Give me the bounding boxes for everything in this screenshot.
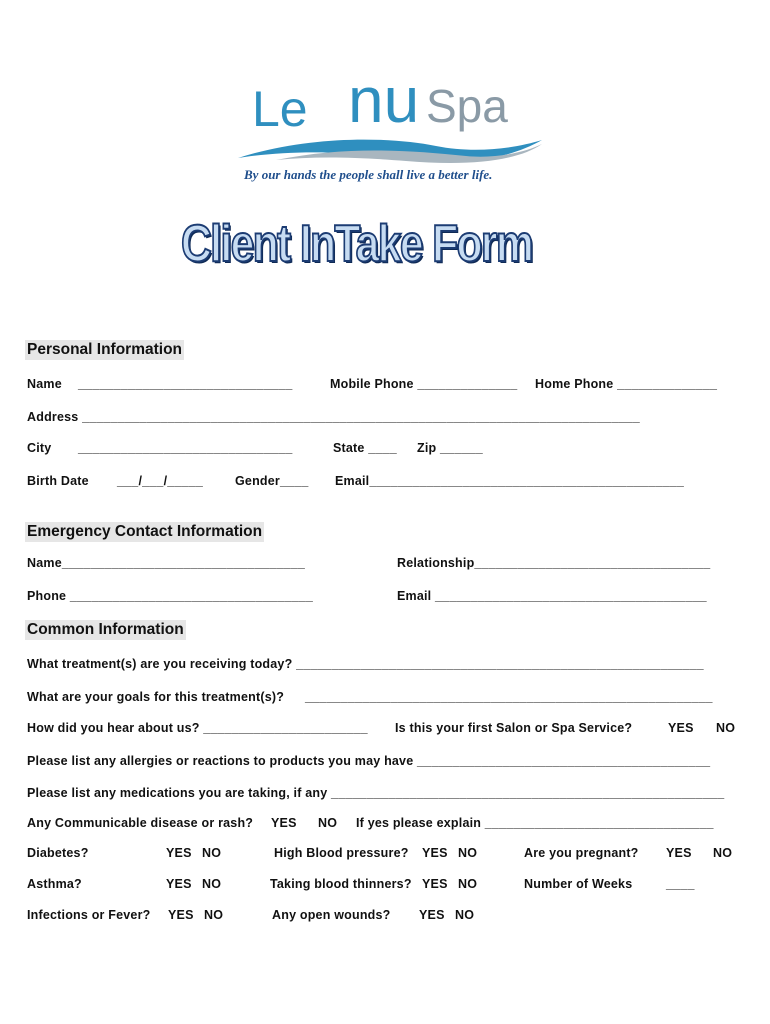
- infections-no[interactable]: NO: [204, 908, 224, 922]
- emergency-name-field[interactable]: Name__________________________________: [27, 556, 306, 570]
- section-common-heading: Common Information: [27, 621, 184, 638]
- birth-date-field[interactable]: ___/___/_____: [117, 474, 204, 488]
- zip-field[interactable]: Zip ______: [417, 441, 483, 455]
- goals-label: What are your goals for this treatment(s)?: [27, 690, 285, 704]
- medications-field[interactable]: Please list any medications you are taking, if any _______________________________________________________: [27, 786, 725, 800]
- diabetes-no[interactable]: NO: [202, 846, 222, 860]
- weeks-label: Number of Weeks: [524, 877, 633, 891]
- city-field[interactable]: ______________________________: [78, 441, 293, 455]
- email-field[interactable]: Email____________________________________________: [335, 474, 685, 488]
- section-personal-heading: Personal Information: [27, 341, 183, 358]
- birth-date-label: Birth Date: [27, 474, 89, 488]
- gender-field[interactable]: Gender____: [235, 474, 309, 488]
- communicable-no[interactable]: NO: [318, 816, 338, 830]
- name-field[interactable]: ______________________________: [78, 377, 293, 391]
- weeks-field[interactable]: ____: [666, 877, 695, 891]
- emergency-email-field[interactable]: Email ______________________________________: [397, 589, 707, 603]
- logo-spa: Spa: [426, 80, 508, 132]
- treatment-field[interactable]: What treatment(s) are you receiving today? _________________________________________________________: [27, 657, 704, 671]
- form-title: Client InTake Form: [181, 215, 533, 273]
- blood-pressure-yes[interactable]: YES: [422, 846, 448, 860]
- open-wounds-yes[interactable]: YES: [419, 908, 445, 922]
- communicable-yes[interactable]: YES: [271, 816, 297, 830]
- state-field[interactable]: State ____: [333, 441, 397, 455]
- emergency-relationship-field[interactable]: Relationship_________________________________: [397, 556, 711, 570]
- asthma-yes[interactable]: YES: [166, 877, 192, 891]
- first-service-label: Is this your first Salon or Spa Service?: [395, 721, 633, 735]
- blood-thinners-no[interactable]: NO: [458, 877, 478, 891]
- pregnant-label: Are you pregnant?: [524, 846, 639, 860]
- city-label: City: [27, 441, 52, 455]
- first-service-yes[interactable]: YES: [668, 721, 694, 735]
- blood-thinners-yes[interactable]: YES: [422, 877, 448, 891]
- open-wounds-no[interactable]: NO: [455, 908, 475, 922]
- logo-nu: nu: [348, 66, 420, 136]
- diabetes-yes[interactable]: YES: [166, 846, 192, 860]
- logo-le: Le: [252, 81, 308, 137]
- blood-thinners-label: Taking blood thinners?: [270, 877, 412, 891]
- communicable-label: Any Communicable disease or rash?: [27, 816, 254, 830]
- infections-label: Infections or Fever?: [27, 908, 151, 922]
- diabetes-label: Diabetes?: [27, 846, 89, 860]
- logo-tagline: By our hands the people shall live a better life.: [244, 167, 493, 182]
- blood-pressure-no[interactable]: NO: [458, 846, 478, 860]
- address-field[interactable]: Address ______________________________________________________________________________: [27, 410, 640, 424]
- communicable-explain-field[interactable]: If yes please explain ________________________________: [356, 816, 714, 830]
- emergency-phone-field[interactable]: Phone __________________________________: [27, 589, 314, 603]
- infections-yes[interactable]: YES: [168, 908, 194, 922]
- asthma-label: Asthma?: [27, 877, 82, 891]
- blood-pressure-label: High Blood pressure?: [274, 846, 409, 860]
- name-label: Name: [27, 377, 62, 391]
- mobile-phone-field[interactable]: Mobile Phone ______________: [330, 377, 518, 391]
- allergies-field[interactable]: Please list any allergies or reactions to products you may have _________________________________________: [27, 754, 711, 768]
- open-wounds-label: Any open wounds?: [272, 908, 391, 922]
- goals-field[interactable]: _________________________________________________________: [305, 690, 713, 704]
- pregnant-yes[interactable]: YES: [666, 846, 692, 860]
- referral-field[interactable]: How did you hear about us? _______________________: [27, 721, 368, 735]
- home-phone-field[interactable]: Home Phone ______________: [535, 377, 718, 391]
- asthma-no[interactable]: NO: [202, 877, 222, 891]
- pregnant-no[interactable]: NO: [713, 846, 733, 860]
- first-service-no[interactable]: NO: [716, 721, 736, 735]
- section-emergency-heading: Emergency Contact Information: [27, 523, 263, 540]
